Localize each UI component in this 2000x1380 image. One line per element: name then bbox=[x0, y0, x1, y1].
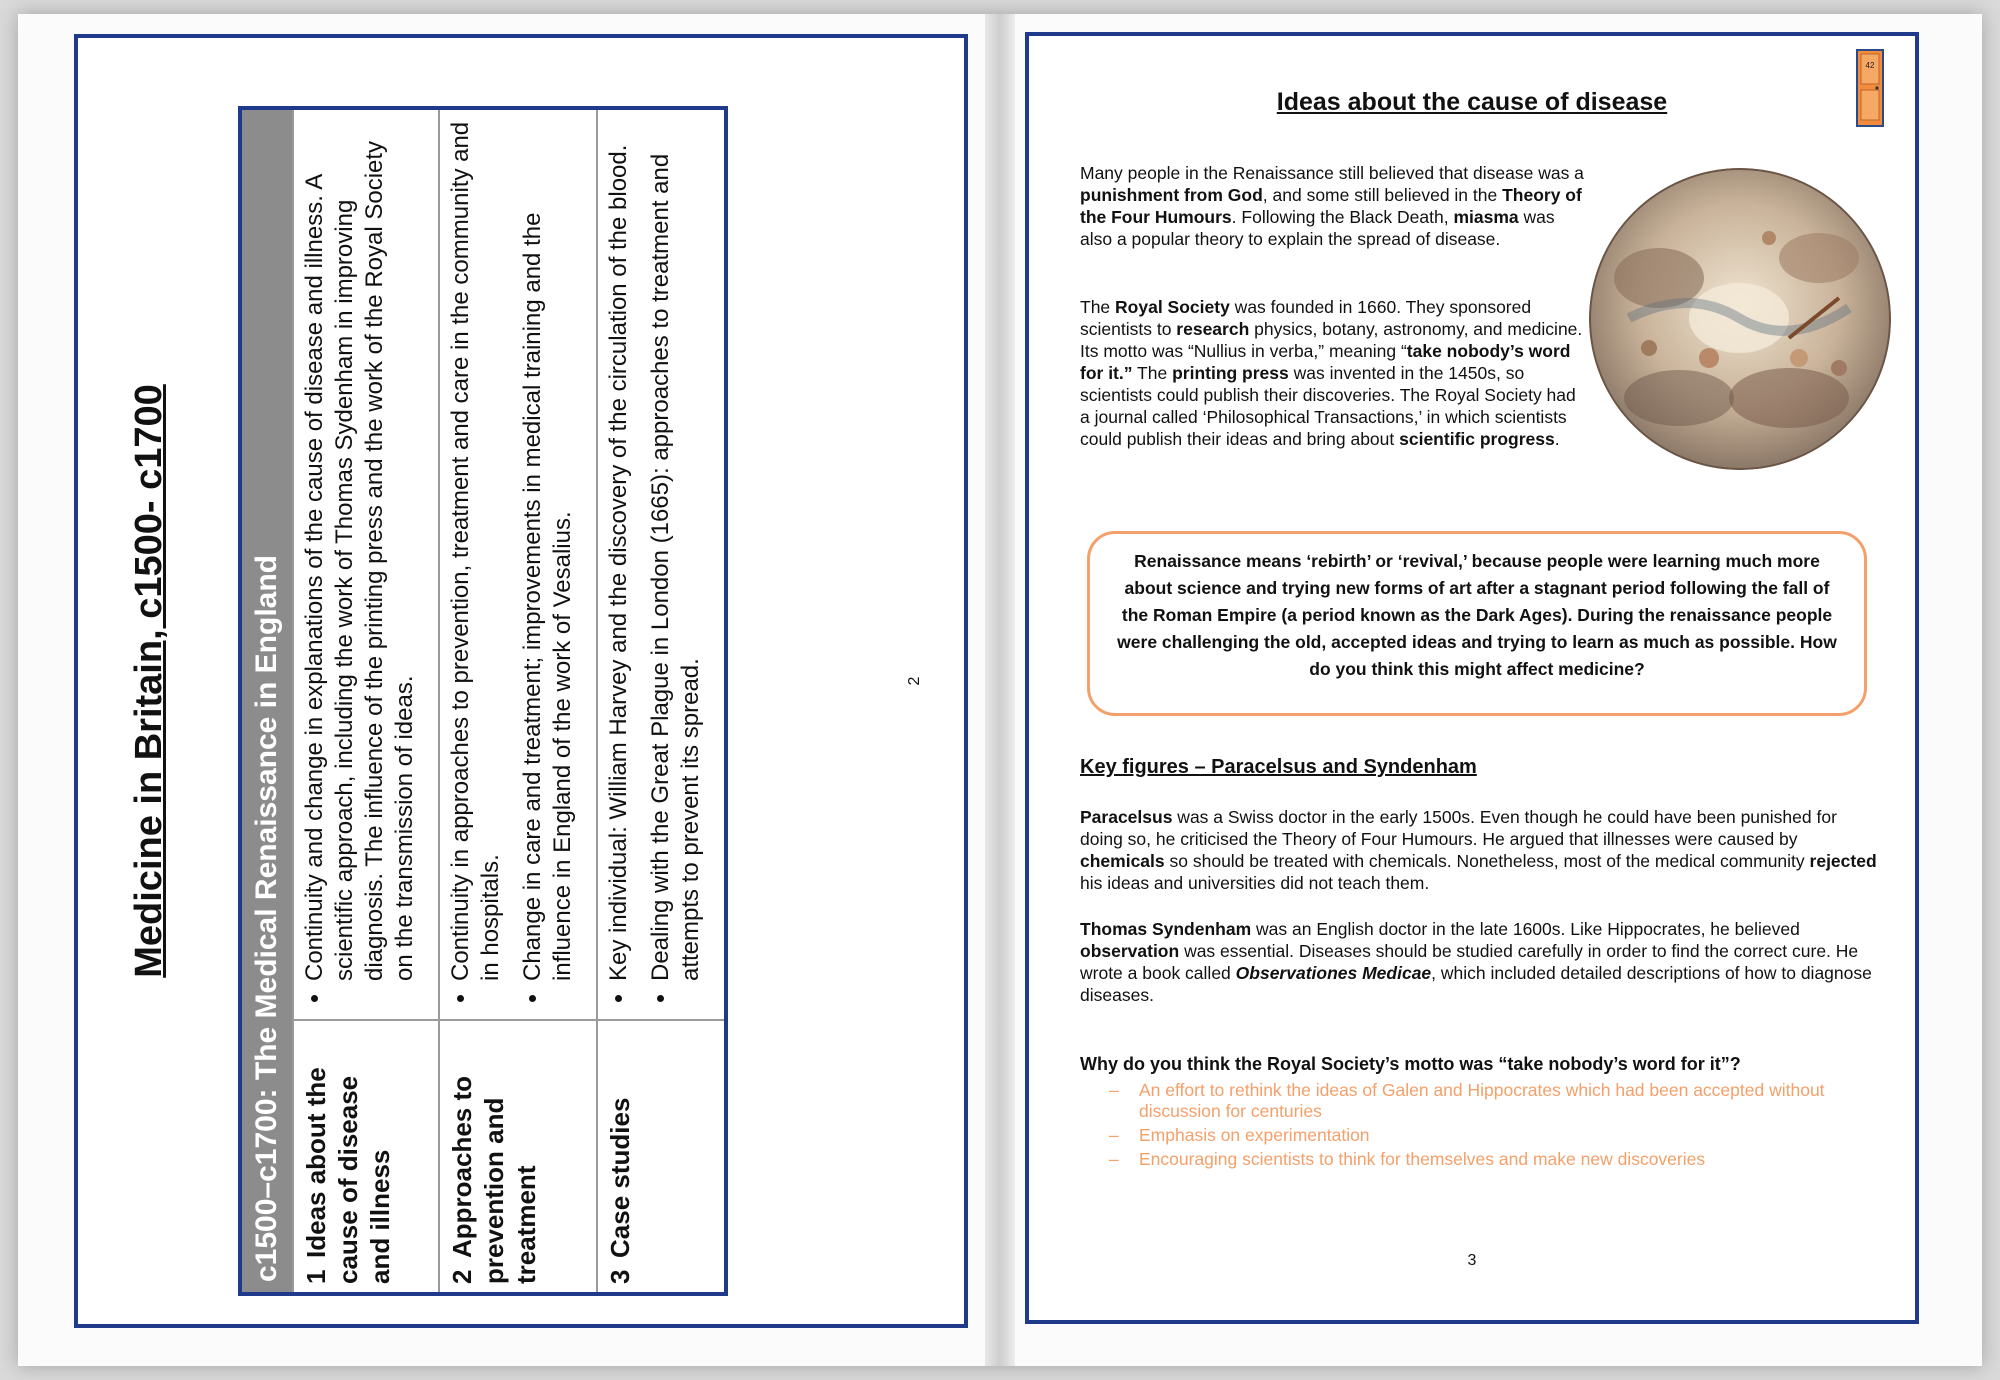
row-content bbox=[293, 108, 439, 1020]
row-label: 1Ideas about the cause of disease and illness bbox=[293, 1020, 439, 1294]
table-header: c1500–c1700: The Medical Renaissance in England bbox=[240, 108, 293, 1294]
rotated-content bbox=[78, 38, 964, 1324]
book-spine bbox=[985, 14, 1015, 1366]
intro-paragraph: Many people in the Renaissance still believed that disease was a punishment from God, and some still believed in the Theory of the Four Humours. Following the Black Death, miasma was also a popular theory to explain the spread of disease. bbox=[1080, 163, 1584, 249]
row-content bbox=[439, 108, 597, 1020]
table-row bbox=[597, 108, 726, 1294]
page-title: Ideas about the cause of disease bbox=[1276, 88, 1668, 116]
renaissance-ceiling-painting bbox=[1589, 168, 1891, 470]
list-item: – An effort to rethink the ideas of Galen and Hippocrates which had been accepted without discussion for centuries bbox=[1109, 1080, 1869, 1122]
door-number: 42 bbox=[1865, 61, 1875, 70]
list-item: – Emphasis on experimentation bbox=[1109, 1125, 1869, 1146]
topic-table bbox=[238, 106, 728, 1296]
list-item: – Encouraging scientists to think for themselves and make new discoveries bbox=[1109, 1149, 1869, 1170]
page-number: 3 bbox=[1467, 1252, 1477, 1269]
row-label: 2Approaches to prevention and treatment bbox=[439, 1020, 597, 1294]
renaissance-callout: Renaissance means ‘rebirth’ or ‘revival,’ because people were learning much more about science and trying new forms of art after a stagnant period following the fall of the Roman Empire (a period known as the Dark Ages). During the renaissance people were challenging the old, accepted ideas and trying to learn as much as possible. How do you think this might affect medicine? bbox=[1087, 531, 1867, 716]
left-page bbox=[74, 34, 968, 1328]
table-row bbox=[293, 108, 439, 1294]
list-item: • Change in care and treatment; improvements in medical training and the influence in England of the work of Vesalius. bbox=[518, 118, 578, 981]
list-item: • Continuity in approaches to prevention, treatment and care in the community and in hospitals. bbox=[446, 118, 506, 981]
answer-list bbox=[1109, 1080, 1869, 1173]
question: Why do you think the Royal Society’s motto was “take nobody’s word for it”? bbox=[1080, 1054, 1741, 1074]
sydenham-paragraph: Thomas Syndenham was an English doctor in the late 1600s. Like Hippocrates, he believed observation was essential. Diseases should be studied carefully in order to find the correct cure. He wrote a book called Observationes Medicae, which included detailed descriptions of how to diagnose diseases. bbox=[1080, 919, 1872, 1005]
right-page bbox=[1025, 32, 1919, 1324]
paracelsus-paragraph: Paracelsus was a Swiss doctor in the early 1500s. Even though he could have been punished for doing so, he criticised the Theory of Four Humours. He argued that illnesses were caused by chemicals so should be treated with chemicals. Nonetheless, most of the medical community rejected his ideas and universities did not teach them. bbox=[1080, 807, 1877, 893]
row-content bbox=[597, 108, 726, 1020]
page-title: Medicine in Britain, c1500- c1700 bbox=[128, 384, 170, 978]
row-label: 3Case studies bbox=[597, 1020, 726, 1294]
list-item: • Key individual: William Harvey and the discovery of the circulation of the blood. bbox=[604, 118, 634, 981]
list-item: • Dealing with the Great Plague in London (1665): approaches to treatment and attempts to prevent its spread. bbox=[646, 118, 706, 981]
key-figures-heading: Key figures – Paracelsus and Syndenham bbox=[1080, 756, 1477, 778]
list-item: • Continuity and change in explanations of the cause of disease and illness. A scientific approach, including the work of Thomas Sydenham in improving diagnosis. The influence of the printing press and the work of the Royal Society on the transmission of ideas. bbox=[300, 118, 420, 981]
royal-society-paragraph: The Royal Society was founded in 1660. They sponsored scientists to research physics, botany, astronomy, and medicine. Its motto was “Nullius in verba,” meaning “take nobody’s word for it.” The printing press was invented in the 1450s, so scientists could publish their discoveries. The Royal Society had a journal called ‘Philosophical Transactions,’ in which scientists could publish their ideas and bring about scientific progress. bbox=[1080, 297, 1583, 449]
page-number: 2 bbox=[906, 676, 923, 686]
table-row bbox=[439, 108, 597, 1294]
